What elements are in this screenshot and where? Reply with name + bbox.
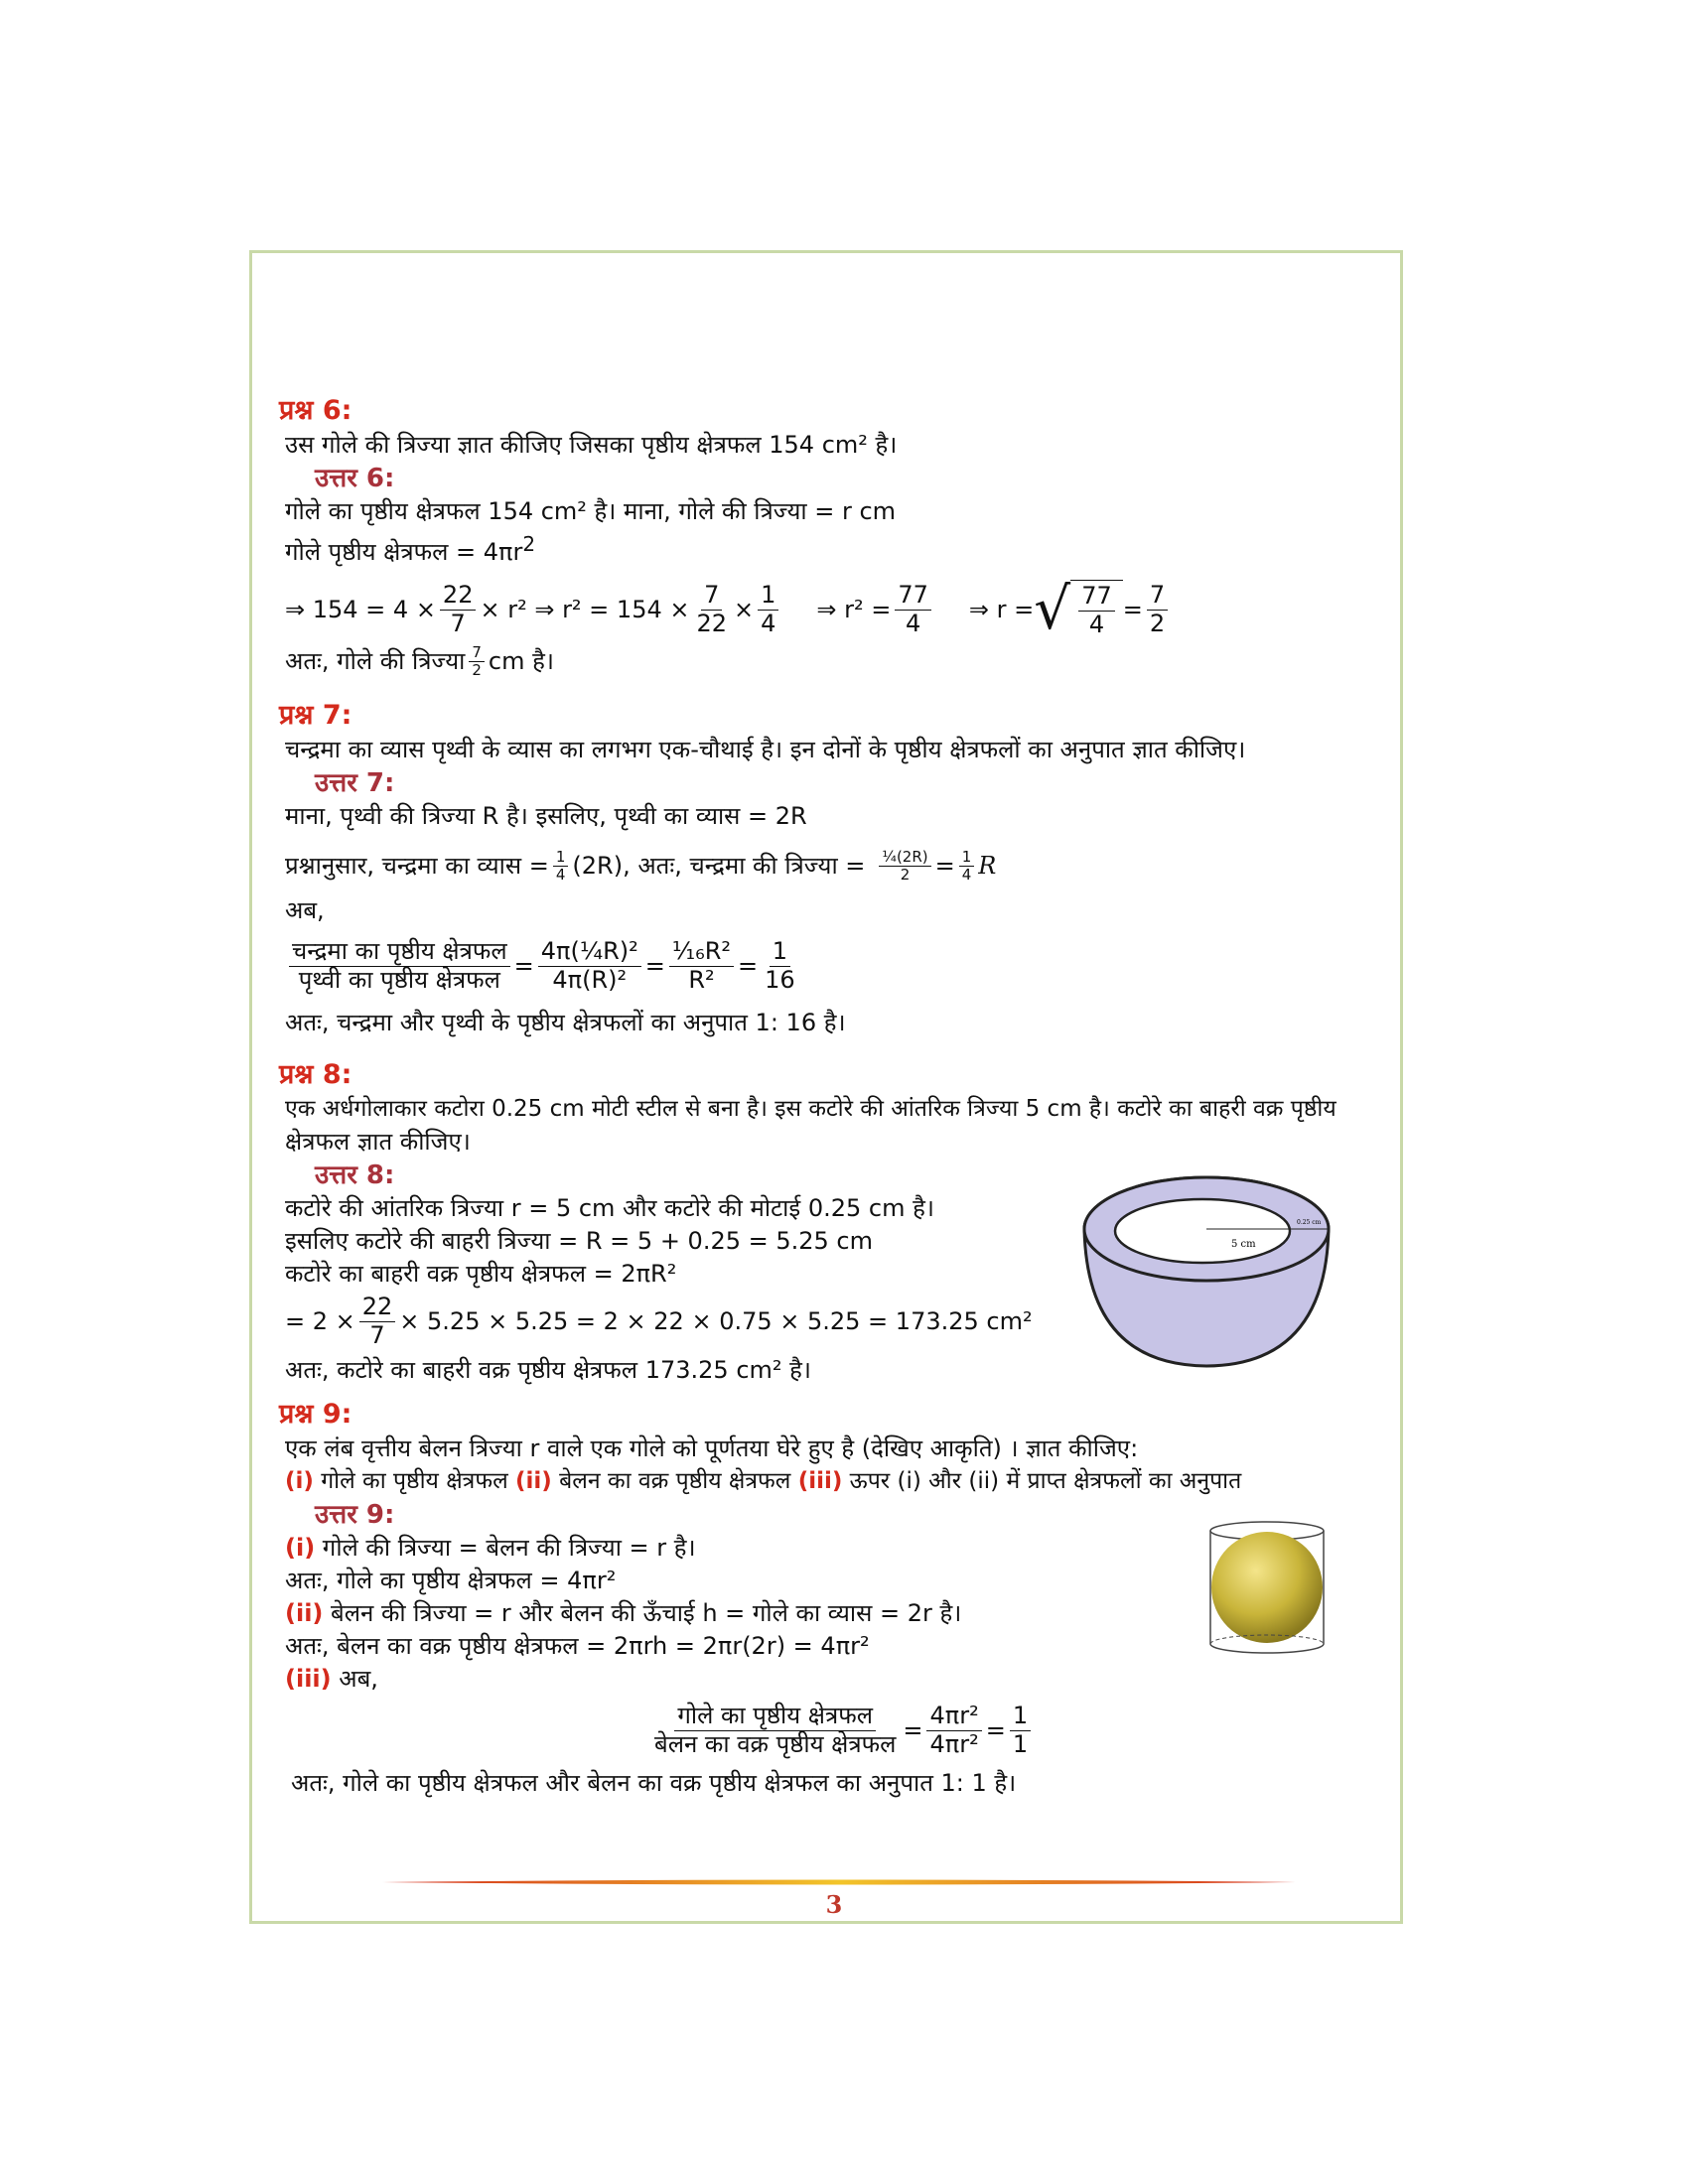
fraction <box>959 849 975 885</box>
radicand <box>1070 580 1123 638</box>
conclusion-text: अतः, गोले की त्रिज्या <box>285 647 466 676</box>
page-number: 3 <box>825 1890 843 1919</box>
fraction-num: 4πr² <box>926 1703 981 1731</box>
fraction-den: पृथ्वी का पृष्ठीय क्षेत्रफल <box>298 966 500 994</box>
answer-7-conclusion: अतः, चन्द्रमा और पृथ्वी के पृष्ठीय क्षेत्रफलों का अनुपात 1: 16 है। <box>285 1008 846 1036</box>
fraction <box>1010 1703 1031 1758</box>
eq-part: = <box>644 952 665 980</box>
answer-9-line-2: अतः, गोले का पृष्ठीय क्षेत्रफल = 4πr² <box>285 1566 617 1594</box>
answer-6-conclusion <box>285 644 1387 680</box>
fraction-den: बेलन का वक्र पृष्ठीय क्षेत्रफल <box>654 1730 897 1758</box>
footer-line-shape <box>382 1880 1296 1885</box>
conclusion-text: cm है। <box>488 647 554 676</box>
question-6-heading: प्रश्न 6: <box>279 395 352 426</box>
fraction-den: 4 <box>761 609 776 637</box>
answer-6-line-1: गोले का पृष्ठीय क्षेत्रफल 154 cm² है। माना, गोले की त्रिज्या = r cm <box>285 497 897 525</box>
answer-9-heading: उत्तर 9: <box>315 1499 395 1530</box>
fraction-den: R² <box>688 966 715 994</box>
eq-part: = <box>513 952 534 980</box>
eq-part: ⇒ r² = <box>816 595 892 623</box>
thickness-label: 0.25 cm <box>1297 1219 1322 1226</box>
answer-7-heading: उत्तर 7: <box>315 767 395 798</box>
part-tag: (i) <box>285 1533 316 1562</box>
part-tag: (iii) <box>285 1664 332 1693</box>
part-iii-tag: (iii) <box>797 1467 843 1494</box>
answer-6-heading: उत्तर 6: <box>315 464 395 493</box>
line-text: अब, <box>331 1664 378 1693</box>
answer-6-line-2-text: गोले पृष्ठीय क्षेत्रफल = 4πr <box>285 538 523 566</box>
square-root <box>1034 575 1123 643</box>
bowl-rim-inner <box>1115 1199 1290 1263</box>
question-6-text: उस गोले की त्रिज्या ज्ञात कीजिए जिसका पृष्ठीय क्षेत्रफल 154 cm² है। <box>285 431 898 459</box>
answer-6-line-2-sup: 2 <box>522 532 536 556</box>
fraction-num: 77 <box>1078 583 1115 612</box>
fraction-num: 22 <box>359 1294 396 1322</box>
fraction-num: 4π(¼R)² <box>538 938 641 967</box>
fraction-den: 1 <box>1012 1730 1029 1758</box>
line-text: प्रश्नानुसार, चन्द्रमा का व्यास = <box>285 852 549 880</box>
fraction <box>1078 583 1115 638</box>
sphere-in-cylinder-figure <box>1203 1519 1331 1658</box>
sphere <box>1211 1532 1323 1643</box>
line-text: (2R), अतः, चन्द्रमा की त्रिज्या = <box>572 852 866 880</box>
line-text: = <box>934 852 955 880</box>
eq-part: ⇒ r = <box>968 595 1035 623</box>
fraction-num: 1 <box>553 849 569 867</box>
fraction-num: 77 <box>895 582 931 611</box>
fraction-num: 1 <box>758 582 778 611</box>
answer-8-conclusion: अतः, कटोरे का बाहरी वक्र पृष्ठीय क्षेत्रफल 173.25 cm² है। <box>285 1355 811 1384</box>
answer-7-line-3: अब, <box>285 895 325 924</box>
eq-part: = <box>903 1716 923 1744</box>
fraction-num: चन्द्रमा का पृष्ठीय क्षेत्रफल <box>289 938 510 967</box>
answer-8-line-1: कटोरे की आंतरिक त्रिज्या r = 5 cm और कटोरे की मोटाई 0.25 cm है। <box>285 1193 934 1222</box>
answer-9-line-5 <box>285 1663 1387 1696</box>
answer-8-line-3: कटोरे का बाहरी वक्र पृष्ठीय क्षेत्रफल = 2πR² <box>285 1259 677 1288</box>
fraction-den: 4π(R)² <box>552 966 628 994</box>
answer-9-line-4: अतः, बेलन का वक्र पृष्ठीय क्षेत्रफल = 2πrh = 2πr(2r) = 4πr² <box>285 1631 870 1660</box>
eq-part: = <box>738 952 759 980</box>
fraction-den: 4 <box>555 866 566 884</box>
hemispherical-bowl-figure <box>1082 1171 1331 1370</box>
spacer <box>285 680 1387 698</box>
answer-7-line-1: माना, पृथ्वी की त्रिज्या R है। इसलिए, पृथ्वी का व्यास = 2R <box>285 801 807 830</box>
fraction-num: 7 <box>701 582 722 611</box>
fraction-den: 2 <box>900 866 911 884</box>
question-9-heading: प्रश्न 9: <box>279 1398 352 1430</box>
fraction-den: 4 <box>906 609 921 637</box>
answer-8-line-2: इसलिए कटोरे की बाहरी त्रिज्या = R = 5 + 0.25 = 5.25 cm <box>285 1226 874 1255</box>
fraction-num: 22 <box>440 582 477 611</box>
question-7-heading: प्रश्न 7: <box>279 699 352 731</box>
answer-7-ratio <box>285 927 1387 1007</box>
fraction <box>469 644 485 680</box>
fraction-den: 2 <box>1149 609 1166 637</box>
fraction <box>1147 582 1168 637</box>
answer-7-line-2 <box>285 839 1387 894</box>
fraction <box>440 582 477 637</box>
fraction <box>758 582 778 637</box>
fraction-num: 1 <box>770 938 790 967</box>
answer-9-conclusion: अतः, गोले का पृष्ठीय क्षेत्रफल और बेलन का वक्र पृष्ठीय क्षेत्रफल का अनुपात 1: 1 है। <box>291 1768 1017 1797</box>
fraction <box>693 582 730 637</box>
fraction <box>359 1294 396 1349</box>
fraction-den: 4 <box>1088 611 1105 638</box>
eq-part: ⇒ 154 = 4 × <box>285 595 436 623</box>
line-text: × 5.25 × 5.25 = 2 × 22 × 0.75 × 5.25 = 173.25 cm² <box>399 1307 1033 1335</box>
fraction-num: 7 <box>1147 582 1168 611</box>
question-8-heading: प्रश्न 8: <box>279 1058 352 1090</box>
part-ii-text: बेलन का वक्र पृष्ठीय क्षेत्रफल <box>551 1467 798 1494</box>
fraction-den: 7 <box>369 1321 385 1349</box>
answer-9-ratio <box>285 1696 1387 1767</box>
fraction-den: 2 <box>472 661 482 680</box>
radical-sign: √ <box>1034 575 1071 643</box>
part-i-tag: (i) <box>285 1467 314 1494</box>
radius-label: 5 cm <box>1231 1239 1256 1250</box>
ratio-fraction <box>289 938 510 994</box>
ratio-fraction <box>651 1703 899 1758</box>
fraction-den: 22 <box>696 609 728 637</box>
question-8-text-2: क्षेत्रफल ज्ञात कीजिए। <box>285 1127 471 1156</box>
part-iii-text: ऊपर (i) और (ii) में प्राप्त क्षेत्रफलों का अनुपात <box>842 1467 1242 1494</box>
fraction-den: 4πr² <box>929 1730 979 1758</box>
eq-part: × r² ⇒ r² = 154 × <box>480 595 690 623</box>
line-text: = 2 × <box>285 1307 355 1335</box>
fraction <box>762 938 798 994</box>
line-text: गोले की त्रिज्या = बेलन की त्रिज्या = r है। <box>315 1533 696 1562</box>
fraction <box>879 849 930 885</box>
fraction-num: 1 <box>1010 1703 1031 1731</box>
footer-decorative-line <box>382 1876 1296 1890</box>
fraction <box>538 938 641 994</box>
fraction <box>895 582 931 637</box>
fraction-den: 7 <box>450 609 466 637</box>
fraction-den: 16 <box>765 966 795 994</box>
eq-part: = <box>985 1716 1006 1744</box>
fraction-num: 7 <box>469 644 485 662</box>
fraction-num: ¹⁄₁₆R² <box>669 938 734 967</box>
line-text: R <box>978 852 997 880</box>
spacer <box>285 1387 1387 1397</box>
question-8-text-1: एक अर्धगोलाकार कटोरा 0.25 cm मोटी स्टील से बना है। इस कटोरे की आंतरिक त्रिज्या 5 cm है। कटोरे का बाहरी वक्र पृष्ठीय <box>285 1095 1336 1122</box>
spacer <box>285 1039 1387 1057</box>
part-tag: (ii) <box>285 1598 324 1627</box>
fraction <box>669 938 734 994</box>
cylinder-bottom <box>1210 1644 1324 1653</box>
part-ii-tag: (ii) <box>515 1467 552 1494</box>
fraction <box>553 849 569 885</box>
question-9-text-2 <box>285 1465 1387 1498</box>
answer-6-equation <box>285 575 1387 644</box>
question-9-text-1: एक लंब वृत्तीय बेलन त्रिज्या r वाले एक गोले को पूर्णतया घेरे हुए है (देखिए आकृति) । ज्ञात कीजिए: <box>285 1433 1139 1462</box>
fraction <box>926 1703 981 1758</box>
line-text: बेलन की त्रिज्या = r और बेलन की ऊँचाई h = गोले का व्यास = 2r है। <box>323 1598 962 1627</box>
part-i-text: गोले का पृष्ठीय क्षेत्रफल <box>313 1467 516 1494</box>
fraction-num: ¼(2R) <box>879 849 930 867</box>
eq-part: = <box>1122 595 1143 623</box>
fraction-num: 1 <box>959 849 975 867</box>
answer-8-heading: उत्तर 8: <box>315 1160 395 1190</box>
fraction-num: गोले का पृष्ठीय क्षेत्रफल <box>674 1703 876 1731</box>
fraction-den: 4 <box>961 866 972 884</box>
question-7-text: चन्द्रमा का व्यास पृथ्वी के व्यास का लगभग एक-चौथाई है। इन दोनों के पृष्ठीय क्षेत्रफलों का अनुपात ज्ञात कीजिए। <box>285 735 1246 763</box>
eq-part: × <box>734 595 755 623</box>
answer-6-line-2 <box>285 528 1387 569</box>
